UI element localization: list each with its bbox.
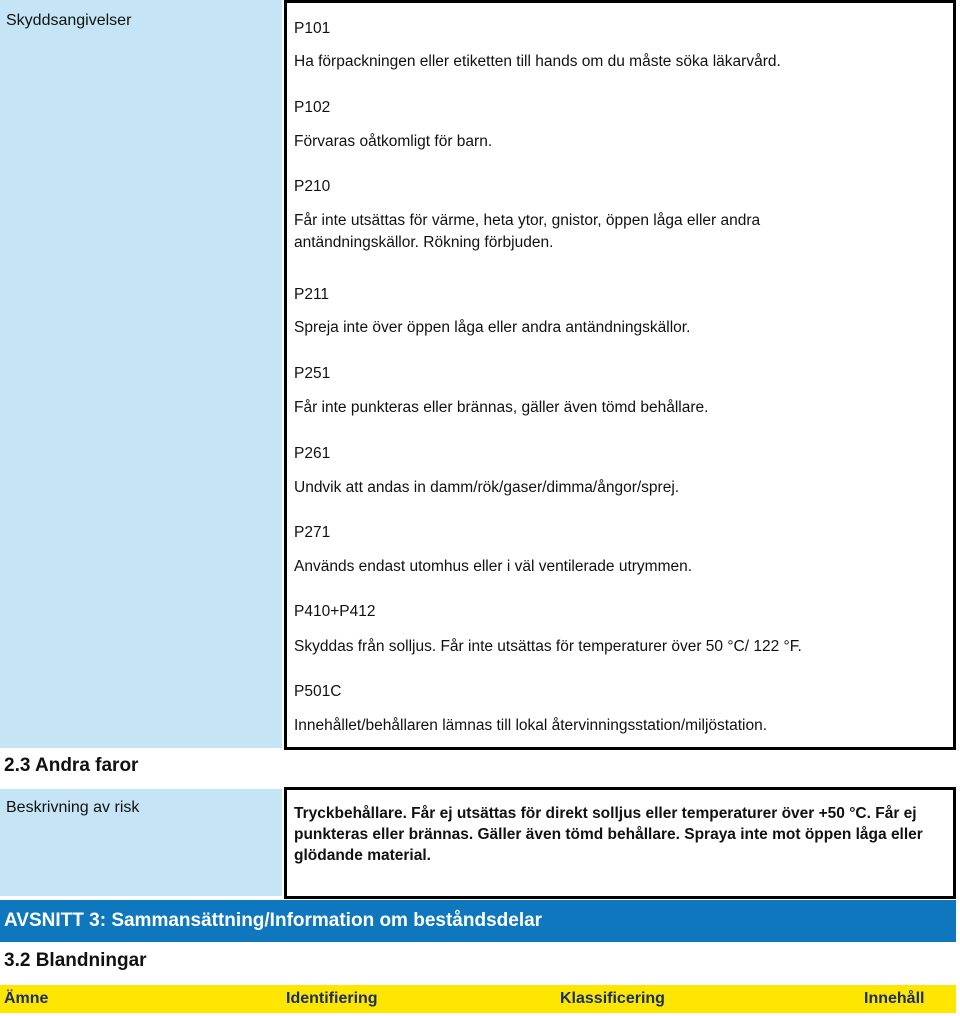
section3-title-bar <box>0 900 956 942</box>
p-code: P410+P412 <box>294 603 376 620</box>
p-code: P211 <box>294 286 330 303</box>
p-code: P261 <box>294 445 331 462</box>
p-code: P210 <box>294 178 331 195</box>
risk-label: Beskrivning av risk <box>6 799 140 816</box>
p-text: Skyddas från solljus. Får inte utsättas för temperaturer över 50 °C/ 122 °F. <box>294 638 802 655</box>
p-code: P271 <box>294 524 331 541</box>
p-text: Används endast utomhus eller i väl ventilerade utrymmen. <box>294 558 693 575</box>
column-identification: Identifiering <box>286 990 378 1007</box>
p-code: P102 <box>294 99 331 116</box>
precautionary-label-cell <box>0 0 282 748</box>
column-content: Innehåll <box>864 990 925 1007</box>
section3-title: AVSNITT 3: Sammansättning/Information om beståndsdelar <box>4 910 543 931</box>
table-header <box>0 985 956 1013</box>
p-code: P101 <box>294 20 331 37</box>
p-code: P501C <box>294 683 342 700</box>
p-code: P251 <box>294 365 331 382</box>
p-text: Spreja inte över öppen låga eller andra antändningskällor. <box>294 319 691 336</box>
risk-label-cell <box>0 789 282 896</box>
p-text: Får inte punkteras eller brännas, gäller även tömd behållare. <box>294 399 709 416</box>
other-hazards-heading: 2.3 Andra faror <box>4 755 139 776</box>
risk-description: Tryckbehållare. Får ej utsättas för direkt solljus eller temperaturer över +50 °C. Får ej punkteras eller brännas. Gäller även tömd behållare. Spraya inte mot öppen låga eller glödande material. <box>294 805 923 864</box>
p-text: Ha förpackningen eller etiketten till hands om du måste söka läkarvård. <box>294 53 781 70</box>
p-text: Förvaras oåtkomligt för barn. <box>294 133 493 150</box>
precautionary-label: Skyddsangivelser <box>6 12 132 29</box>
mixtures-heading: 3.2 Blandningar <box>4 950 147 971</box>
p-text: Får inte utsättas för värme, heta ytor, gnistor, öppen låga eller andra antändningskällor. Rökning förbjuden. <box>294 212 761 251</box>
column-substance: Ämne <box>4 990 49 1007</box>
p-text: Innehållet/behållaren lämnas till lokal återvinningsstation/miljöstation. <box>294 717 768 734</box>
column-classification: Klassificering <box>560 990 665 1007</box>
p-text: Undvik att andas in damm/rök/gaser/dimma/ångor/sprej. <box>294 479 680 496</box>
